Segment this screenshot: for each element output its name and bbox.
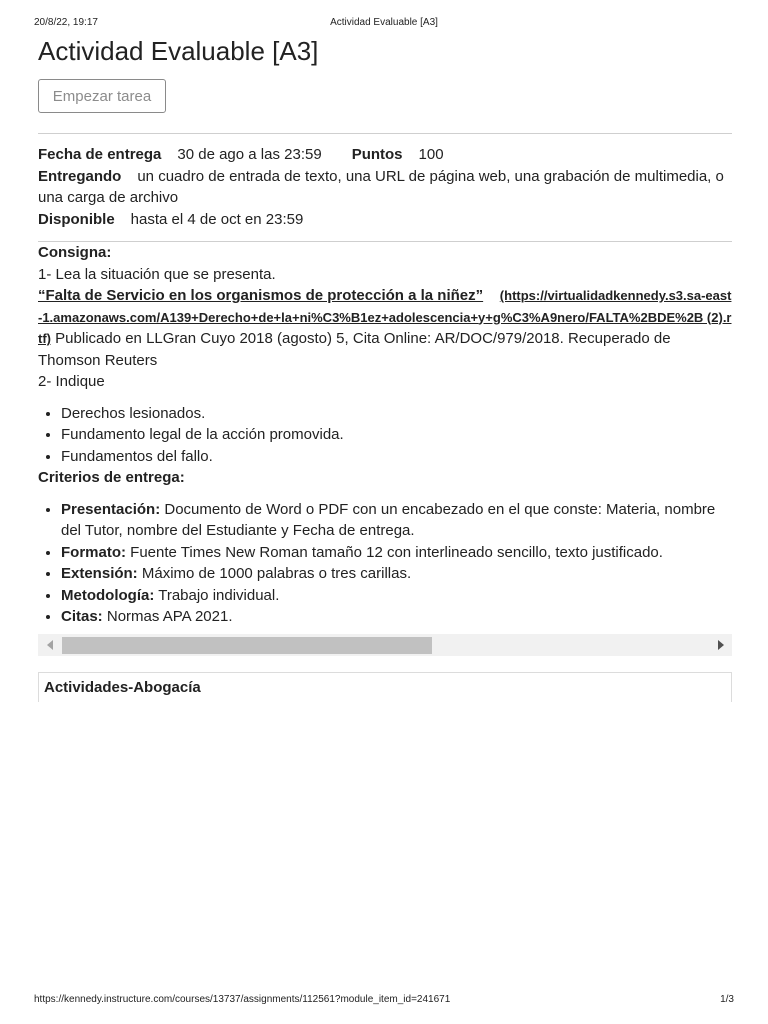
step-1: 1- Lea la situación que se presenta. [38,265,276,283]
list-item [61,542,732,564]
criterio-label: Citas: [61,608,103,625]
assignment-page [38,34,732,702]
horizontal-scrollbar[interactable] [38,634,732,656]
assignment-description [38,242,732,702]
submitting-label: Entregando [38,167,122,185]
criterio-label: Formato: [61,543,126,561]
indique-list [38,403,732,468]
activities-panel [38,672,732,702]
print-datetime: 20/8/22, 19:17 [34,17,98,28]
list-item: • Derechos lesionados. [61,403,732,425]
available-value: hasta el 4 de oct en 23:59 [130,210,304,228]
criterio-text: Fuente Times New Roman tamaño 12 con interlineado sencillo, texto justificado. [126,543,663,561]
criterio-text: Normas APA 2021. [102,608,233,625]
print-page-number: 1/3 [720,994,734,1005]
activities-title: Actividades-Abogacía [44,678,201,696]
print-title: Actividad Evaluable [A3] [330,17,438,28]
list-item [61,585,732,607]
reference-text: Publicado en LLGran Cuyo 2018 (agosto) 5, Cita Online: AR/DOC/979/2018. Recuperado de Thomson Reuters [38,330,671,369]
criterios-heading: Criterios de entrega: [38,469,185,486]
list-item [61,606,732,628]
reference-paragraph [38,285,732,371]
criterio-label: Metodología: [61,586,155,604]
page-title: Actividad Evaluable [A3] [38,36,319,66]
criterio-text: Trabajo individual. [154,586,280,604]
available-row [38,209,732,231]
list-item: • Fundamento legal de la acción promovida. [61,424,732,446]
list-item [61,563,732,585]
scrollbar-thumb[interactable] [62,637,432,654]
due-label: Fecha de entrega [38,146,162,163]
reference-link[interactable]: (https://virtualidadkennedy.s3.sa-east-1.amazonaws.com/A139+Derecho+de+la+ni%C3%B1ez+adolescencia+y+g%C3%A9nero/FALTA%2BDE%2B (2).rtf) [38,288,732,346]
criterio-text: Máximo de 1000 palabras o tres carillas. [137,565,412,582]
points-value: 100 [418,146,444,163]
criterio-label: Presentación: [61,500,161,518]
criterio-label: Extensión: [61,565,138,582]
submitting-value: un cuadro de entrada de texto, una URL de página web, una grabación de multimedia, o una carga de archivo [38,167,724,206]
submitting-row [38,166,732,209]
step-2: 2- Indique [38,373,105,390]
scroll-right-icon[interactable] [718,640,724,650]
assignment-details [38,134,732,241]
points-label: Puntos [351,146,403,163]
criterio-text: Documento de Word o PDF con un encabezado en el que conste: Materia, nombre del Tutor, nombre del Estudiante y Fecha de entrega. [61,500,716,539]
available-label: Disponible [38,210,115,228]
due-row [38,144,732,166]
due-value: 30 de ago a las 23:59 [177,146,322,163]
reference-title: “Falta de Servicio en los organismos de protección a la niñez” [38,287,484,304]
consigna-heading: Consigna: [38,244,112,261]
scroll-left-icon[interactable] [47,640,53,650]
criterios-list [38,499,732,628]
list-item [61,499,732,542]
list-item: • Fundamentos del fallo. [61,446,732,468]
start-assignment-button[interactable]: Empezar tarea [38,79,166,113]
print-url: https://kennedy.instructure.com/courses/13737/assignments/112561?module_item_id=241671 [34,994,451,1005]
print-header [0,17,768,31]
